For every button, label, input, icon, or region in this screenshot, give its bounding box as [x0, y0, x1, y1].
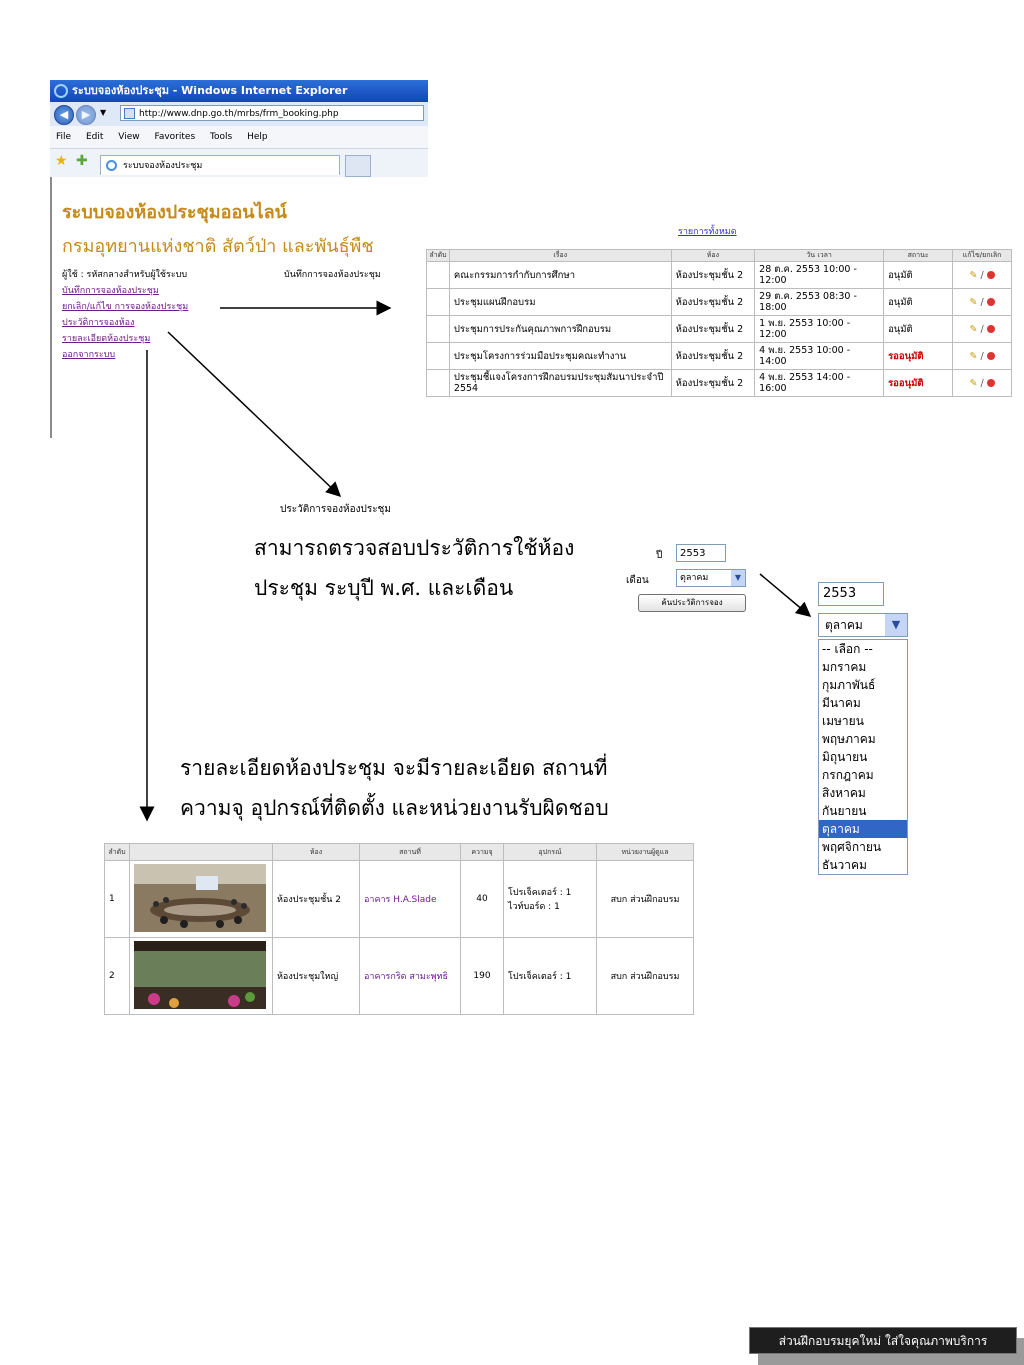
browser-title-bar	[50, 80, 428, 102]
menu-edit[interactable]: Edit	[85, 132, 104, 142]
delete-icon[interactable]	[987, 298, 995, 306]
footer-banner: ส่วนฝึกอบรมยุคใหม่ ใส่ใจคุณภาพบริการ	[749, 1327, 1017, 1354]
link-booking-history[interactable]: ประวัติการจองห้อง	[62, 318, 135, 328]
user-label: ผู้ใช้ : รหัสกลางสำหรับผู้ใช้ระบบ	[62, 270, 188, 280]
history-dropdown-icon[interactable]: ▼	[100, 108, 107, 117]
table-row	[427, 343, 1012, 370]
month-option[interactable]: พฤศจิกายน	[822, 840, 882, 854]
col-header-datetime: วัน เวลา	[755, 250, 884, 262]
address-bar[interactable]	[120, 105, 424, 121]
equipment-item: โปรเจ็คเตอร์ : 1	[508, 888, 572, 898]
table-row	[105, 938, 694, 1015]
tab-ie-icon	[106, 160, 117, 171]
all-bookings-link[interactable]: รายการทั้งหมด	[678, 227, 737, 237]
delete-icon[interactable]	[987, 271, 995, 279]
col-header-photo	[130, 844, 273, 861]
room-capacity: 190	[461, 938, 504, 1015]
action-separator: /	[980, 296, 984, 308]
booking-room: ห้องประชุมชั้น 2	[671, 289, 755, 316]
menu-tools[interactable]: Tools	[210, 132, 233, 142]
edit-pencil-icon[interactable]: ✎	[969, 350, 978, 362]
favorites-bar	[50, 149, 428, 178]
equipment-item: ไวท์บอร์ด : 1	[508, 902, 560, 912]
row-number	[427, 343, 450, 370]
booking-status: อนุมัติ	[884, 289, 953, 316]
back-arrow-icon[interactable]: ◀	[54, 105, 74, 125]
booking-room: ห้องประชุมชั้น 2	[671, 343, 755, 370]
browser-title: ระบบจองห้องประชุม - Windows Internet Explorer	[72, 84, 348, 97]
booking-actions	[953, 343, 1012, 370]
booking-table	[426, 249, 1012, 397]
link-room-details[interactable]: รายละเอียดห้องประชุม	[62, 334, 151, 344]
month-option[interactable]: มกราคม	[822, 660, 867, 674]
edit-pencil-icon[interactable]: ✎	[969, 377, 978, 389]
browser-tab[interactable]	[100, 155, 340, 175]
address-url: http://www.dnp.go.th/mrbs/frm_booking.php	[139, 109, 339, 119]
action-separator: /	[980, 323, 984, 335]
booking-status: อนุมัติ	[884, 262, 953, 289]
year-input[interactable]: 2553	[676, 544, 726, 562]
booking-subject: คณะกรรมการกำกับการศึกษา	[449, 262, 671, 289]
col-header-location: สถานที่	[360, 844, 461, 861]
table-row	[427, 262, 1012, 289]
site-subtitle: กรมอุทยานแห่งชาติ สัตว์ป่า และพันธุ์พืช	[62, 236, 374, 257]
booking-room: ห้องประชุมชั้น 2	[671, 370, 755, 397]
edit-pencil-icon[interactable]: ✎	[969, 269, 978, 281]
month-option[interactable]: กันยายน	[822, 804, 867, 818]
action-separator: /	[980, 377, 984, 389]
booking-actions	[953, 370, 1012, 397]
search-history-button[interactable]: ค้นประวัติการจอง	[638, 594, 746, 612]
booking-datetime: 28 ต.ค. 2553 10:00 - 12:00	[755, 262, 884, 289]
booking-room: ห้องประชุมชั้น 2	[671, 262, 755, 289]
month-select[interactable]	[676, 569, 746, 587]
month-option[interactable]: พฤษภาคม	[822, 732, 876, 746]
forward-arrow-icon[interactable]: ▶	[76, 105, 96, 125]
month-option[interactable]: มิถุนายน	[822, 750, 868, 764]
booking-subject: ประชุมชี้แจงโครงการฝึกอบรมประชุมสัมนาประจำปี 2554	[449, 370, 671, 397]
booking-subject: ประชุมโครงการร่วมมือประชุมคณะทำงาน	[449, 343, 671, 370]
month-option-selected[interactable]: ตุลาคม	[819, 820, 907, 838]
favorites-star-icon[interactable]: ★	[55, 153, 68, 169]
col-header-no: ลำดับ	[427, 250, 450, 262]
month-option[interactable]: เมษายน	[822, 714, 864, 728]
room-description-line2: ความจุ อุปกรณ์ที่ติดตั้ง และหน่วยงานรับผิดชอบ	[180, 796, 609, 820]
room-name: ห้องประชุมชั้น 2	[273, 861, 360, 938]
new-tab-button[interactable]	[345, 155, 371, 177]
col-header-actions: แก้ไข/ยกเลิก	[953, 250, 1012, 262]
room-unit: สบก ส่วนฝึกอบรม	[597, 861, 694, 938]
month-option[interactable]: กรกฎาคม	[822, 768, 874, 782]
arrow-to-month-dropdown	[760, 574, 810, 616]
browser-window	[50, 80, 428, 438]
delete-icon[interactable]	[987, 352, 995, 360]
col-header-status: สถานะ	[884, 250, 953, 262]
meeting-room-photo	[134, 864, 266, 932]
browser-nav-bar	[50, 102, 428, 126]
booking-status: รออนุมัติ	[884, 343, 953, 370]
room-equipment	[504, 938, 597, 1015]
month-dropdown-list	[818, 639, 908, 875]
room-capacity: 40	[461, 861, 504, 938]
room-location: อาคารกริด สามะพุทธิ	[360, 938, 461, 1015]
booking-actions	[953, 289, 1012, 316]
booking-datetime: 1 พ.ย. 2553 10:00 - 12:00	[755, 316, 884, 343]
col-header-unit: หน่วยงานผู้ดูแล	[597, 844, 694, 861]
room-location: อาคาร H.A.Slade	[360, 861, 461, 938]
ie-logo-icon	[54, 84, 68, 98]
tab-label: ระบบจองห้องประชุม	[123, 161, 203, 171]
booking-datetime: 29 ต.ค. 2553 08:30 - 18:00	[755, 289, 884, 316]
booking-datetime: 4 พ.ย. 2553 14:00 - 16:00	[755, 370, 884, 397]
table-row	[427, 316, 1012, 343]
col-header-no: ลำดับ	[105, 844, 130, 861]
month-label: เดือน	[626, 575, 649, 586]
room-equipment	[504, 861, 597, 938]
booking-room: ห้องประชุมชั้น 2	[671, 316, 755, 343]
month-option[interactable]: มีนาคม	[822, 696, 861, 710]
browser-content	[50, 177, 428, 438]
page-icon	[124, 108, 135, 119]
add-favorite-icon[interactable]: ✚	[76, 153, 88, 169]
chevron-down-icon[interactable]: ▼	[731, 570, 745, 586]
auditorium-photo	[134, 941, 266, 1009]
booking-status: รออนุมัติ	[884, 370, 953, 397]
booking-actions	[953, 316, 1012, 343]
room-number: 1	[105, 861, 130, 938]
col-header-subject: เรื่อง	[449, 250, 671, 262]
menu-file[interactable]: File	[56, 132, 72, 142]
room-name: ห้องประชุมใหญ่	[273, 938, 360, 1015]
history-description-line2: ประชุม ระบุปี พ.ศ. และเดือน	[254, 576, 514, 600]
row-number	[427, 289, 450, 316]
content-heading: บันทึกการจองห้องประชุม	[284, 270, 381, 280]
action-separator: /	[980, 269, 984, 281]
delete-icon[interactable]	[987, 325, 995, 333]
chevron-down-icon[interactable]: ▼	[885, 614, 907, 636]
table-row	[105, 861, 694, 938]
row-number	[427, 262, 450, 289]
booking-status: อนุมัติ	[884, 316, 953, 343]
menu-help[interactable]: Help	[247, 132, 268, 142]
booking-actions	[953, 262, 1012, 289]
browser-menu-bar	[50, 126, 428, 149]
action-separator: /	[980, 350, 984, 362]
booking-subject: ประชุมการประกันคุณภาพการฝึกอบรม	[449, 316, 671, 343]
col-header-equipment: อุปกรณ์	[504, 844, 597, 861]
room-photo-cell	[130, 861, 273, 938]
month-option[interactable]: สิงหาคม	[822, 786, 866, 800]
col-header-room: ห้อง	[273, 844, 360, 861]
history-section-title: ประวัติการจองห้องประชุม	[280, 504, 391, 515]
room-description-line1: รายละเอียดห้องประชุม จะมีรายละเอียด สถานที่	[180, 756, 608, 780]
month-option[interactable]: กุมภาพันธ์	[822, 678, 876, 692]
menu-view[interactable]: View	[118, 132, 140, 142]
month-option[interactable]: -- เลือก --	[822, 642, 873, 656]
room-photo-cell	[130, 938, 273, 1015]
link-cancel-edit-booking[interactable]: ยกเลิก/แก้ไข การจองห้องประชุม	[62, 302, 189, 312]
history-description-line1: สามารถตรวจสอบประวัติการใช้ห้อง	[254, 536, 575, 560]
month-option[interactable]: ธันวาคม	[822, 858, 867, 872]
room-details-table	[104, 843, 694, 1015]
menu-favorites[interactable]: Favorites	[154, 132, 196, 142]
room-number: 2	[105, 938, 130, 1015]
equipment-item: โปรเจ็คเตอร์ : 1	[508, 972, 572, 982]
row-number	[427, 370, 450, 397]
delete-icon[interactable]	[987, 379, 995, 387]
zoom-month-select[interactable]	[818, 613, 908, 637]
site-title: ระบบจองห้องประชุมออนไลน์	[62, 202, 287, 223]
zoom-month-select-value: ตุลาคม	[825, 618, 863, 632]
link-logout[interactable]: ออกจากระบบ	[62, 350, 116, 360]
room-unit: สบก ส่วนฝึกอบรม	[597, 938, 694, 1015]
booking-datetime: 4 พ.ย. 2553 10:00 - 14:00	[755, 343, 884, 370]
year-label: ปี	[656, 550, 663, 561]
edit-pencil-icon[interactable]: ✎	[969, 296, 978, 308]
edit-pencil-icon[interactable]: ✎	[969, 323, 978, 335]
booking-subject: ประชุมแผนฝึกอบรม	[449, 289, 671, 316]
col-header-room: ห้อง	[671, 250, 755, 262]
table-row	[427, 289, 1012, 316]
row-number	[427, 316, 450, 343]
zoom-year-input[interactable]: 2553	[818, 582, 884, 606]
col-header-capacity: ความจุ	[461, 844, 504, 861]
table-row	[427, 370, 1012, 397]
link-new-booking[interactable]: บันทึกการจองห้องประชุม	[62, 286, 159, 296]
month-select-value: ตุลาคม	[680, 573, 709, 583]
